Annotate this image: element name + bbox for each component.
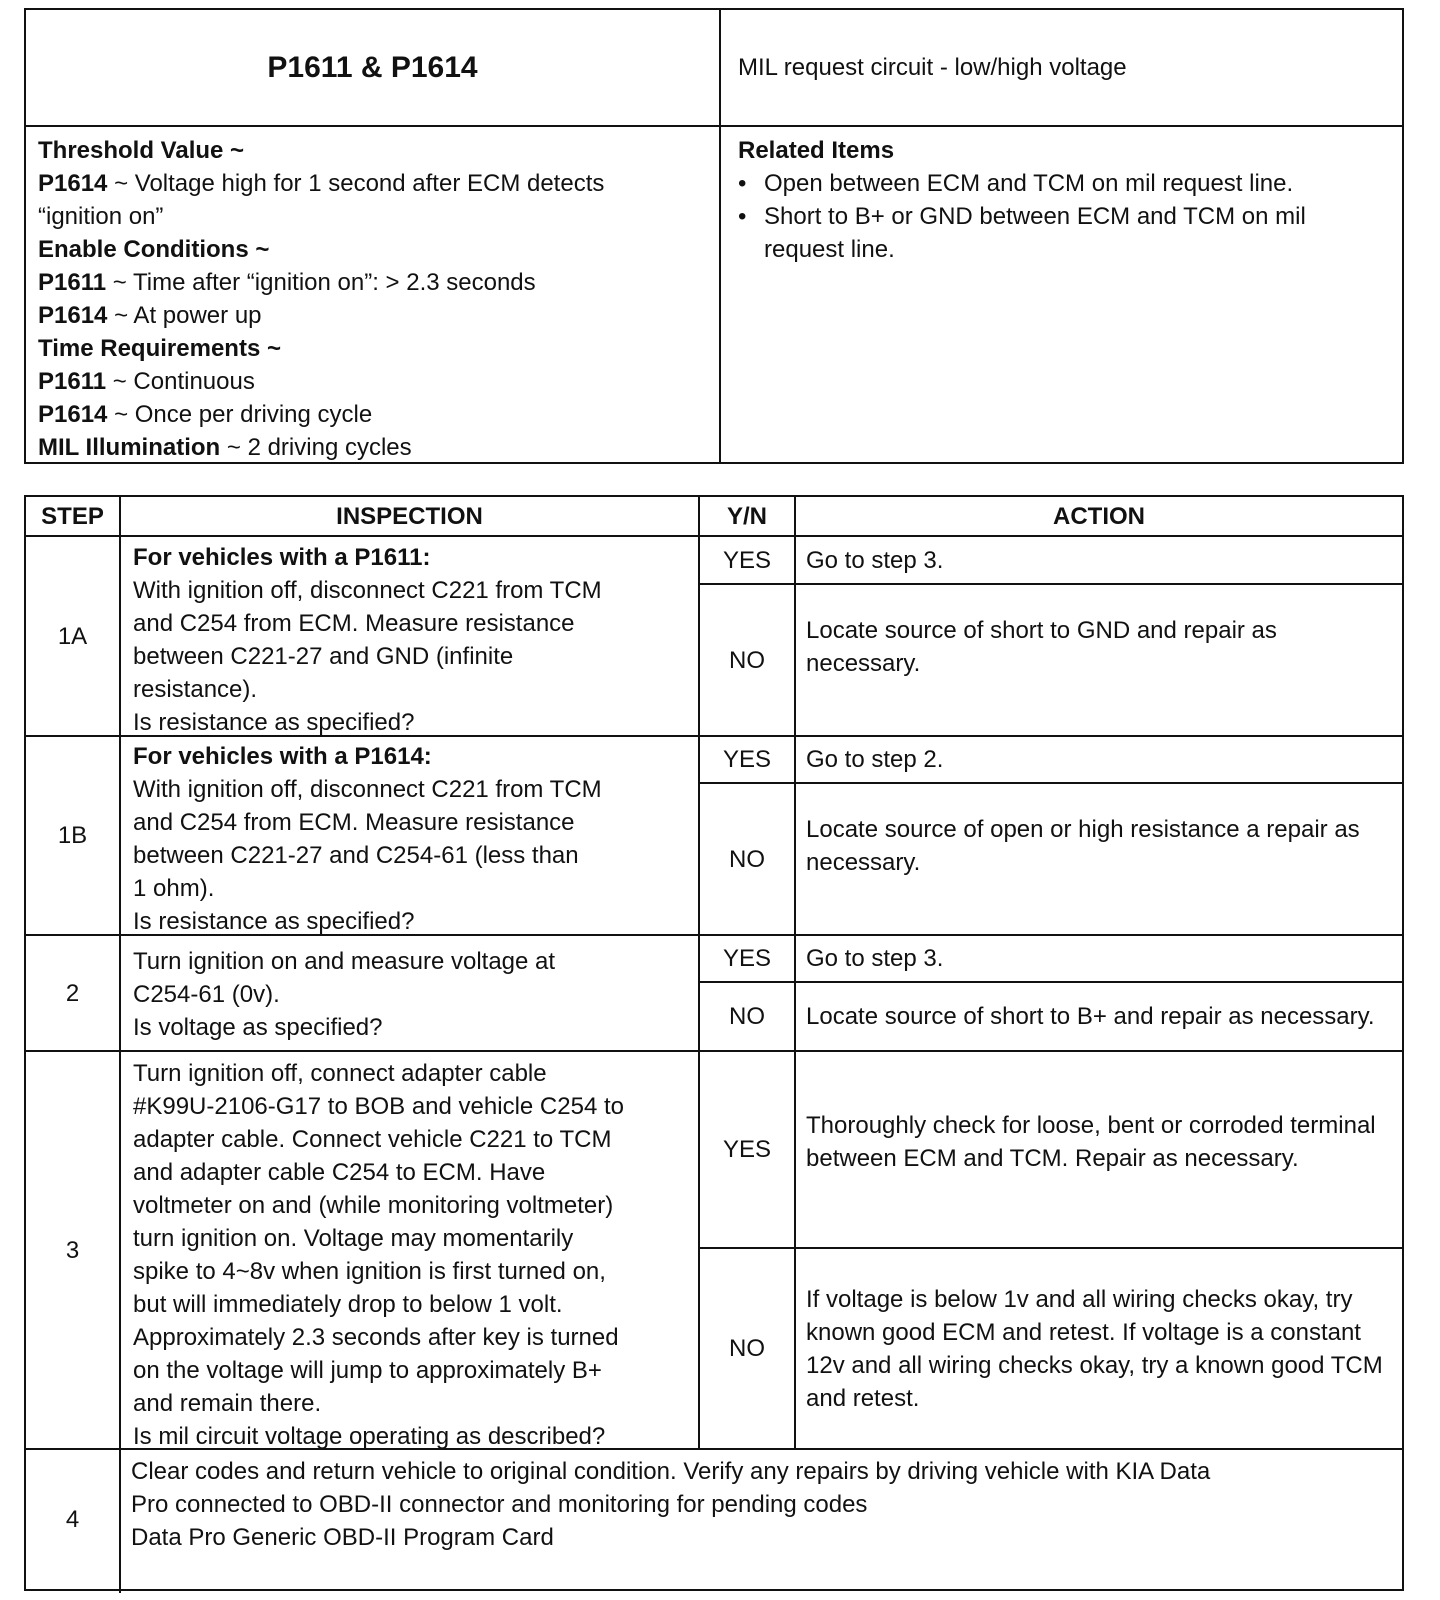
col-header-action: ACTION	[1053, 502, 1145, 530]
col-header-yn: Y/N	[726, 502, 767, 530]
condition-line: Time Requirements ~	[38, 335, 281, 362]
yes-label: YES	[722, 945, 772, 972]
related-items-title: Related Items	[738, 137, 895, 164]
condition-line: P1614 ~ Voltage high for 1 second after ECM detects	[38, 170, 605, 197]
final-step-cell: Clear codes and return vehicle to original condition. Verify any repairs by driving vehicle with KIA Data Pro connected to OBD-II connector and monitoring for pending codes Data Pro Generic OBD-II Program Card	[131, 1458, 1211, 1551]
yes-label: YES	[722, 546, 772, 574]
bullet-icon: •	[738, 170, 747, 197]
bullet-icon: •	[738, 203, 747, 230]
step-number: 2	[65, 979, 80, 1007]
step-number: 3	[65, 1236, 80, 1264]
no-action: If voltage is below 1v and all wiring checks okay, try known good ECM and retest. If voltage is a constant 12v and all wiring checks okay, try a known good TCM and retest.	[806, 1285, 1383, 1412]
yes-action: Go to step 3.	[806, 945, 944, 972]
yes-action: Go to step 3.	[806, 546, 944, 574]
no-label: NO	[729, 1003, 765, 1030]
no-label: NO	[729, 1335, 765, 1362]
step-number: 1B	[57, 822, 88, 849]
condition-line: Enable Conditions ~	[38, 236, 270, 263]
diagnostic-steps-table	[24, 495, 1404, 1591]
condition-line: P1611 ~ Time after “ignition on”: > 2.3 seconds	[38, 269, 536, 296]
condition-line: MIL Illumination ~ 2 driving cycles	[38, 434, 412, 461]
no-action: Locate source of short to B+ and repair as necessary.	[806, 1003, 1375, 1030]
condition-line: P1614 ~ Once per driving cycle	[38, 401, 373, 428]
inspection-cell: Turn ignition off, connect adapter cable #K99U-2106-G17 to BOB and vehicle C254 to adapter cable. Connect vehicle C221 to TCM and adapter cable C254 to ECM. Have voltmeter on and (while monitoring voltmeter) turn ignition on. Voltage may momentarily spike to 4~8v when ignition is first turned on, but will immediately drop to below 1 volt. Approximately 2.3 seconds after key is turned on the voltage will jump to approximately B+ and remain there. Is mil circuit voltage operating as described?	[133, 1060, 624, 1450]
no-label: NO	[729, 845, 765, 873]
related-item: • Short to B+ or GND between ECM and TCM on mil request line.	[738, 200, 1388, 266]
no-label: NO	[729, 646, 765, 674]
yes-action: Thoroughly check for loose, bent or corroded terminal between ECM and TCM. Repair as necessary.	[806, 1112, 1376, 1172]
yes-label: YES	[722, 1136, 772, 1163]
dtc-code-title: P1611 & P1614	[267, 50, 478, 84]
inspection-cell: For vehicles with a P1614: With ignition off, disconnect C221 from TCM and C254 from ECM. Measure resistance between C221-27 and C254-61 (less than 1 ohm). Is resistance as specified?	[133, 743, 602, 935]
no-action: Locate source of open or high resistance a repair as necessary.	[806, 816, 1360, 876]
condition-line: P1614 ~ At power up	[38, 302, 262, 329]
condition-line: “ignition on”	[38, 203, 164, 230]
threshold-conditions-block	[38, 134, 708, 464]
condition-line: Threshold Value ~	[38, 137, 245, 164]
header-column-divider	[719, 10, 721, 462]
condition-line: P1611 ~ Continuous	[38, 368, 255, 395]
col-header-step: STEP	[41, 502, 104, 530]
inspection-cell: For vehicles with a P1611: With ignition off, disconnect C221 from TCM and C254 from ECM. Measure resistance between C221-27 and GND (infinite resistance). Is resistance as specified?	[133, 544, 602, 736]
header-row-divider	[26, 125, 1402, 127]
dtc-description: MIL request circuit - low/high voltage	[738, 54, 1127, 81]
step-number: 4	[65, 1506, 80, 1533]
no-action: Locate source of short to GND and repair as necessary.	[806, 617, 1277, 677]
step-number: 1A	[57, 622, 88, 650]
related-item: • Open between ECM and TCM on mil request line.	[738, 167, 1388, 200]
yes-action: Go to step 2.	[806, 746, 944, 773]
related-items-block	[738, 134, 1388, 266]
dtc-header-table	[24, 8, 1404, 464]
yes-label: YES	[722, 746, 772, 773]
inspection-cell: Turn ignition on and measure voltage at C254-61 (0v). Is voltage as specified?	[133, 948, 556, 1041]
col-header-inspection: INSPECTION	[336, 502, 483, 530]
